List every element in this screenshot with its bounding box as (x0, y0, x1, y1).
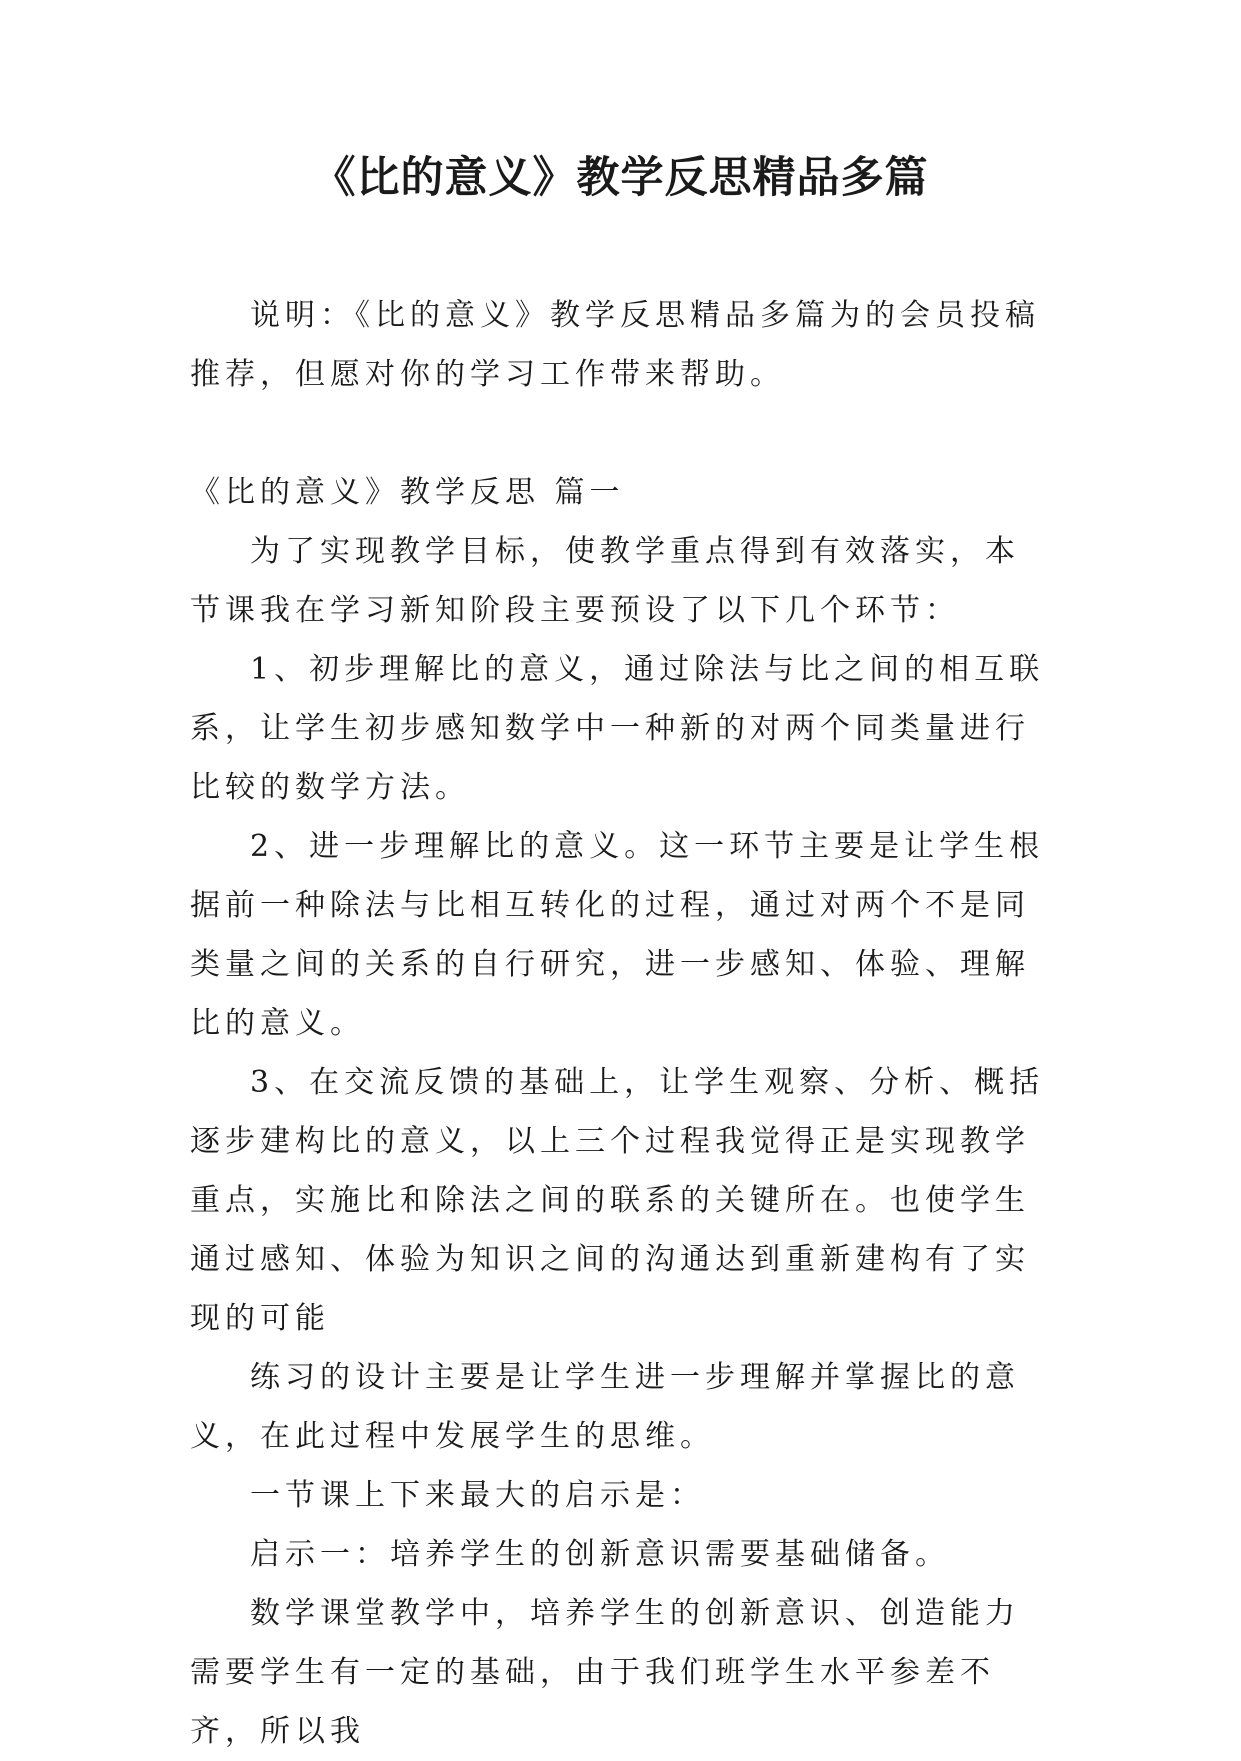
section-heading: 《比的意义》教学反思 篇一 (190, 475, 625, 510)
document-title: 《比的意义》教学反思精品多篇 (312, 153, 929, 203)
paragraph: 为了实现教学目标，使教学重点得到有效落实，本节课我在学习新知阶段主要预设了以下几个环节： (190, 534, 1020, 628)
blank-line (190, 404, 1052, 463)
paragraph: 2、进一步理解比的意义。这一环节主要是让学生根据前一种除法与比相互转化的过程，通过对两个不是同类量之间的关系的自行研究，进一步感知、体验、理解比的意义。 (190, 829, 1045, 1041)
intro-paragraph: 说明：《比的意义》教学反思精品多篇为的会员投稿推荐，但愿对你的学习工作带来帮助。 (190, 298, 1040, 392)
paragraph: 数学课堂教学中，培养学生的创新意识、创造能力需要学生有一定的基础，由于我们班学生水平参差不齐，所以我 (190, 1596, 1020, 1749)
document-body (190, 286, 1052, 1761)
paragraph: 1、初步理解比的意义，通过除法与比之间的相互联系，让学生初步感知数学中一种新的对两个同类量进行比较的数学方法。 (190, 652, 1045, 805)
paragraph: 练习的设计主要是让学生进一步理解并掌握比的意义，在此过程中发展学生的思维。 (190, 1360, 1020, 1454)
paragraph: 启示一：培养学生的创新意识需要基础储备。 (250, 1537, 950, 1572)
paragraph: 一节课上下来最大的启示是： (250, 1478, 705, 1513)
paragraph: 3、在交流反馈的基础上，让学生观察、分析、概括逐步建构比的意义，以上三个过程我觉得正是实现教学重点，实施比和除法之间的联系的关键所在。也使学生通过感知、体验为知识之间的沟通达到重新建构有了实现的可能 (190, 1065, 1045, 1336)
